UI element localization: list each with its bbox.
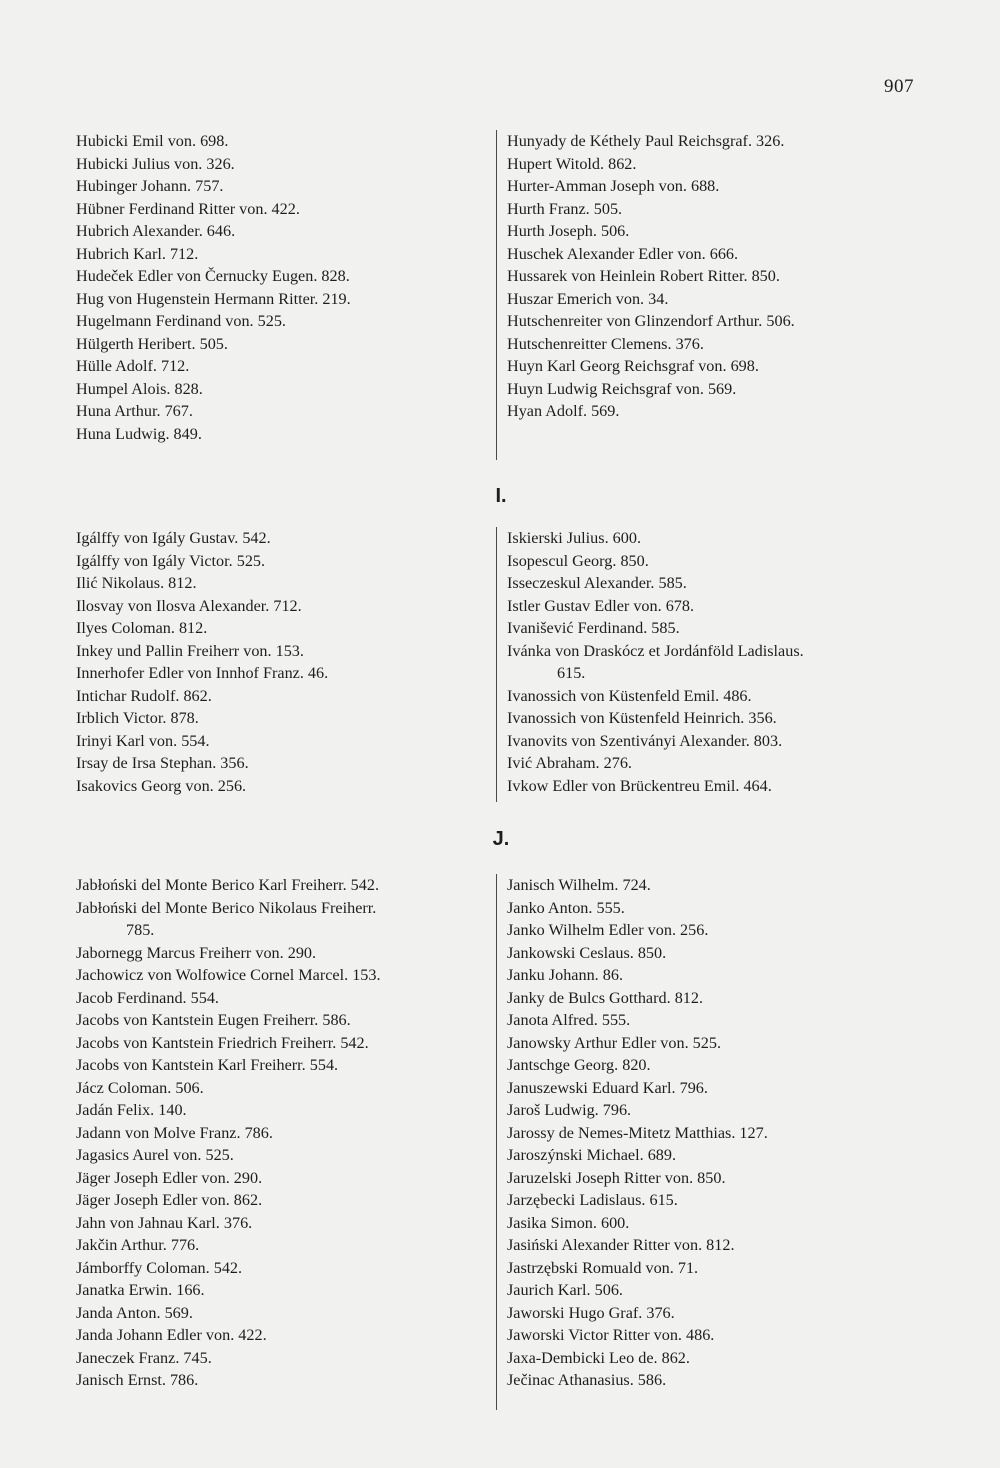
index-entry: Jaroszýnski Michael. 689.: [507, 1146, 677, 1164]
index-entry: Hurter-Amman Joseph von. 688.: [507, 177, 720, 195]
index-entry: Ivić Abraham. 276.: [507, 754, 632, 772]
index-entry: Hubicki Emil von. 698.: [76, 132, 229, 150]
index-entry: Ječinac Athanasius. 586.: [507, 1371, 667, 1389]
index-entry: Jasika Simon. 600.: [507, 1213, 630, 1232]
index-entry: Hubicki Julius von. 326.: [76, 154, 235, 173]
index-entry: Hubrich Alexander. 646.: [76, 222, 236, 240]
index-entry: Hurth Joseph. 506.: [507, 222, 630, 240]
section-h: [0, 130, 1000, 455]
index-entry: Huyn Ludwig Reichsgraf von. 569.: [507, 379, 737, 398]
index-entry: Janda Anton. 569.: [76, 1303, 193, 1322]
index-entry: Innerhofer Edler von Innhof Franz. 46.: [76, 664, 329, 682]
index-entry: [76, 897, 494, 942]
index-entry: Istler Gustav Edler von. 678.: [507, 596, 695, 615]
index-entry: Igálffy von Igály Gustav. 542.: [76, 529, 271, 547]
index-entry: Huna Arthur. 767.: [76, 402, 193, 420]
index-entry: Jasiński Alexander Ritter von. 812.: [507, 1236, 735, 1254]
column-right: [496, 130, 927, 460]
index-entry: Huyn Karl Georg Reichsgraf von. 698.: [507, 357, 759, 375]
index-entry: Ivkow Edler von Brückentreu Emil. 464.: [507, 776, 772, 795]
index-entry: Hubinger Johann. 757.: [76, 177, 224, 195]
index-entry: Hübner Ferdinand Ritter von. 422.: [76, 199, 300, 218]
index-entry: Jámborffy Coloman. 542.: [76, 1258, 243, 1277]
index-entry: Hyan Adolf. 569.: [507, 402, 620, 420]
index-entry: Hudeček Edler von Černucky Eugen. 828.: [76, 267, 350, 285]
index-entry: Janeczek Franz. 745.: [76, 1348, 212, 1367]
index-entry: Ivanossich von Küstenfeld Emil. 486.: [507, 686, 752, 705]
index-entry: Jaroš Ludwig. 796.: [507, 1101, 632, 1119]
index-entry: Jachowicz von Wolfowice Cornel Marcel. 153.: [76, 966, 381, 984]
index-entry: Hunyady de Kéthely Paul Reichsgraf. 326.: [507, 132, 785, 150]
index-entry: Jadán Felix. 140.: [76, 1101, 187, 1119]
index-entry: Jakčin Arthur. 776.: [76, 1236, 200, 1254]
index-entry: Isseczeskul Alexander. 585.: [507, 574, 687, 592]
index-entry: Jadann von Molve Franz. 786.: [76, 1123, 273, 1142]
index-entry: Jäger Joseph Edler von. 290.: [76, 1168, 263, 1187]
index-entry: Hurth Franz. 505.: [507, 199, 623, 218]
section-heading-j: J.: [492, 828, 510, 850]
index-entry: Jaruzelski Joseph Ritter von. 850.: [507, 1168, 726, 1187]
index-entry: Hugelmann Ferdinand von. 525.: [76, 312, 286, 330]
column-left: [76, 874, 494, 1392]
index-entry: Hutschenreitter Clemens. 376.: [507, 334, 704, 353]
index-entry: Jäger Joseph Edler von. 862.: [76, 1191, 263, 1209]
index-entry: Intichar Rudolf. 862.: [76, 686, 212, 705]
index-entry: Humpel Alois. 828.: [76, 379, 203, 398]
column-left: [76, 130, 494, 445]
index-entry: Jabornegg Marcus Freiherr von. 290.: [76, 943, 317, 962]
index-entry: Janowsky Arthur Edler von. 525.: [507, 1033, 722, 1052]
index-entry: Igálffy von Igály Victor. 525.: [76, 551, 266, 570]
index-entry: Hülle Adolf. 712.: [76, 357, 190, 375]
index-entry: Huna Ludwig. 849.: [76, 424, 202, 443]
index-entry: Ivanišević Ferdinand. 585.: [507, 619, 680, 637]
index-entry: Jacob Ferdinand. 554.: [76, 988, 219, 1007]
index-entry: Jagasics Aurel von. 525.: [76, 1146, 234, 1164]
index-entry-text: Ivánka von Draskócz et Jordánföld Ladislaus.: [507, 641, 804, 660]
index-entry: Janky de Bulcs Gotthard. 812.: [507, 988, 704, 1007]
index-entry: Jaworski Victor Ritter von. 486.: [507, 1326, 715, 1344]
index-entry: Jacobs von Kantstein Friedrich Freiherr. 542.: [76, 1033, 369, 1052]
index-entry: Jankowski Ceslaus. 850.: [507, 943, 667, 962]
index-entry: Janko Anton. 555.: [507, 898, 625, 917]
index-entry: Jarzębecki Ladislaus. 615.: [507, 1191, 678, 1209]
index-entry: Janota Alfred. 555.: [507, 1011, 631, 1029]
section-j: [0, 874, 1000, 1414]
index-entry: Jácz Coloman. 506.: [76, 1078, 204, 1097]
index-entry: Jacobs von Kantstein Eugen Freiherr. 586.: [76, 1011, 351, 1029]
index-entry: Hug von Hugenstein Hermann Ritter. 219.: [76, 289, 351, 308]
index-entry: Janisch Ernst. 786.: [76, 1371, 199, 1389]
column-right: [496, 527, 927, 802]
index-entry: Ilyes Coloman. 812.: [76, 619, 208, 637]
index-entry-text: Jabłoński del Monte Berico Nikolaus Freiherr.: [76, 898, 377, 917]
index-entry: Ivanossich von Küstenfeld Heinrich. 356.: [507, 709, 777, 727]
index-entry: Isakovics Georg von. 256.: [76, 776, 247, 795]
section-heading-i: I.: [495, 485, 507, 507]
index-entry: Janko Wilhelm Edler von. 256.: [507, 921, 709, 939]
column-left: [76, 527, 494, 797]
index-entry: Ilosvay von Ilosva Alexander. 712.: [76, 596, 302, 615]
index-entry: [507, 640, 927, 685]
index-entry: Jahn von Jahnau Karl. 376.: [76, 1213, 253, 1232]
index-entry: Ivanovits von Szentiványi Alexander. 803.: [507, 731, 783, 750]
index-entry-continuation: 785.: [126, 921, 155, 939]
index-entry: Hupert Witold. 862.: [507, 154, 637, 173]
column-right: [496, 874, 927, 1410]
index-entry: Hülgerth Heribert. 505.: [76, 334, 228, 353]
index-entry: Jaurich Karl. 506.: [507, 1281, 623, 1299]
index-entry: Irblich Victor. 878.: [76, 709, 199, 727]
index-entry: Isopescul Georg. 850.: [507, 551, 649, 570]
index-entry: Huszar Emerich von. 34.: [507, 289, 669, 308]
index-entry: Hubrich Karl. 712.: [76, 244, 199, 263]
index-entry: Janatka Erwin. 166.: [76, 1281, 205, 1299]
index-entry: Jastrzębski Romuald von. 71.: [507, 1258, 699, 1277]
index-entry: Ilić Nikolaus. 812.: [76, 574, 197, 592]
index-entry: Janku Johann. 86.: [507, 966, 623, 984]
index-entry: Jacobs von Kantstein Karl Freiherr. 554.: [76, 1056, 339, 1074]
index-entry: Hutschenreiter von Glinzendorf Arthur. 506.: [507, 312, 795, 330]
section-i: [0, 527, 1000, 812]
index-entry: Inkey und Pallin Freiherr von. 153.: [76, 641, 304, 660]
index-entry: Janisch Wilhelm. 724.: [507, 876, 651, 894]
index-entry: Jaxa-Dembicki Leo de. 862.: [507, 1348, 690, 1367]
index-entry: Hussarek von Heinlein Robert Ritter. 850.: [507, 267, 780, 285]
index-entry: Irinyi Karl von. 554.: [76, 731, 210, 750]
index-entry: Jarossy de Nemes-Mitetz Matthias. 127.: [507, 1123, 768, 1142]
index-entry: Jaworski Hugo Graf. 376.: [507, 1303, 675, 1322]
index-entry-continuation: 615.: [557, 664, 586, 682]
index-entry: Jantschge Georg. 820.: [507, 1056, 651, 1074]
index-entry: Janda Johann Edler von. 422.: [76, 1326, 267, 1344]
index-entry: Januszewski Eduard Karl. 796.: [507, 1078, 708, 1097]
index-entry: Iskierski Julius. 600.: [507, 529, 641, 547]
index-entry: Jabłoński del Monte Berico Karl Freiherr. 542.: [76, 876, 380, 894]
index-entry: Huschek Alexander Edler von. 666.: [507, 244, 739, 263]
index-entry: Irsay de Irsa Stephan. 356.: [76, 754, 249, 772]
page-number: 907: [884, 76, 914, 97]
